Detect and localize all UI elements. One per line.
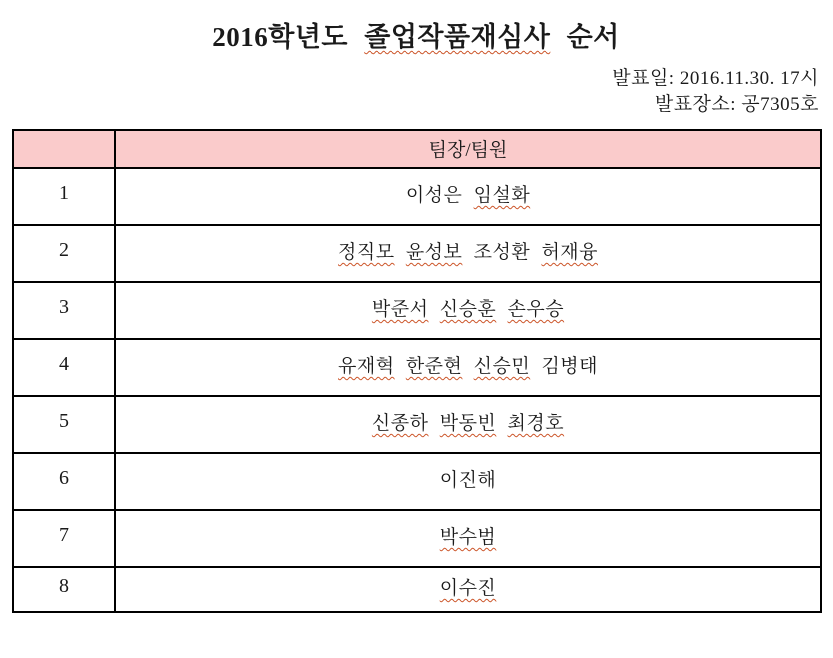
table-row [13,339,821,396]
table-row [13,396,821,453]
members-cell [115,339,821,396]
misspelled-word: 박준서 [371,299,429,320]
row-number-cell: 4 [13,339,115,396]
table-row [13,225,821,282]
misspelled-word: 윤성보 [405,242,463,263]
table-row [13,453,821,510]
row-number-cell: 8 [13,567,115,612]
misspelled-word: 최경호 [507,413,565,434]
members-cell [115,567,821,612]
table-row [13,510,821,567]
misspelled-word: 박동빈 [439,413,497,434]
row-number-cell: 2 [13,225,115,282]
table-body [13,168,821,612]
misspelled-word: 신승훈 [439,299,497,320]
header-team-cell: 팀장/팀원 [115,130,821,168]
meta-place-line: 발표장소: 공7305호 [654,94,819,115]
meta-date-line: 발표일: 2016.11.30. 17시 [612,68,819,89]
table-row [13,282,821,339]
misspelled-word: 신승민 [473,356,531,377]
row-number-cell: 6 [13,453,115,510]
word: 이성은 [405,185,463,206]
misspelled-word: 유재혁 [338,356,395,377]
schedule-table [12,129,822,613]
table-header-row [13,130,821,168]
members-cell [115,453,821,510]
misspelled-word: 정직모 [338,242,395,263]
word: 이진해 [439,470,497,491]
document-page [0,20,833,658]
word: 2016학년도 [212,22,348,52]
misspelled-word: 이수진 [439,578,497,599]
misspelled-word: 손우승 [507,299,565,320]
misspelled-word: 허재융 [541,242,598,263]
table-row [13,567,821,612]
row-number-cell: 5 [13,396,115,453]
word: 조성환 [473,242,531,263]
page-title [12,20,820,54]
word: 김병태 [541,356,598,377]
row-number-cell: 3 [13,282,115,339]
misspelled-word: 한준현 [405,356,463,377]
members-cell [115,510,821,567]
members-cell [115,225,821,282]
misspelled-word: 신종하 [371,413,429,434]
misspelled-word: 박수범 [439,527,497,548]
misspelled-word: 졸업작품재심사 [364,22,551,52]
meta-block [0,66,819,118]
header-empty-cell [13,130,115,168]
members-cell [115,168,821,225]
row-number-cell: 7 [13,510,115,567]
word: 순서 [566,22,620,52]
members-cell [115,282,821,339]
members-cell [115,396,821,453]
row-number-cell: 1 [13,168,115,225]
table-row [13,168,821,225]
misspelled-word: 임설화 [473,185,531,206]
